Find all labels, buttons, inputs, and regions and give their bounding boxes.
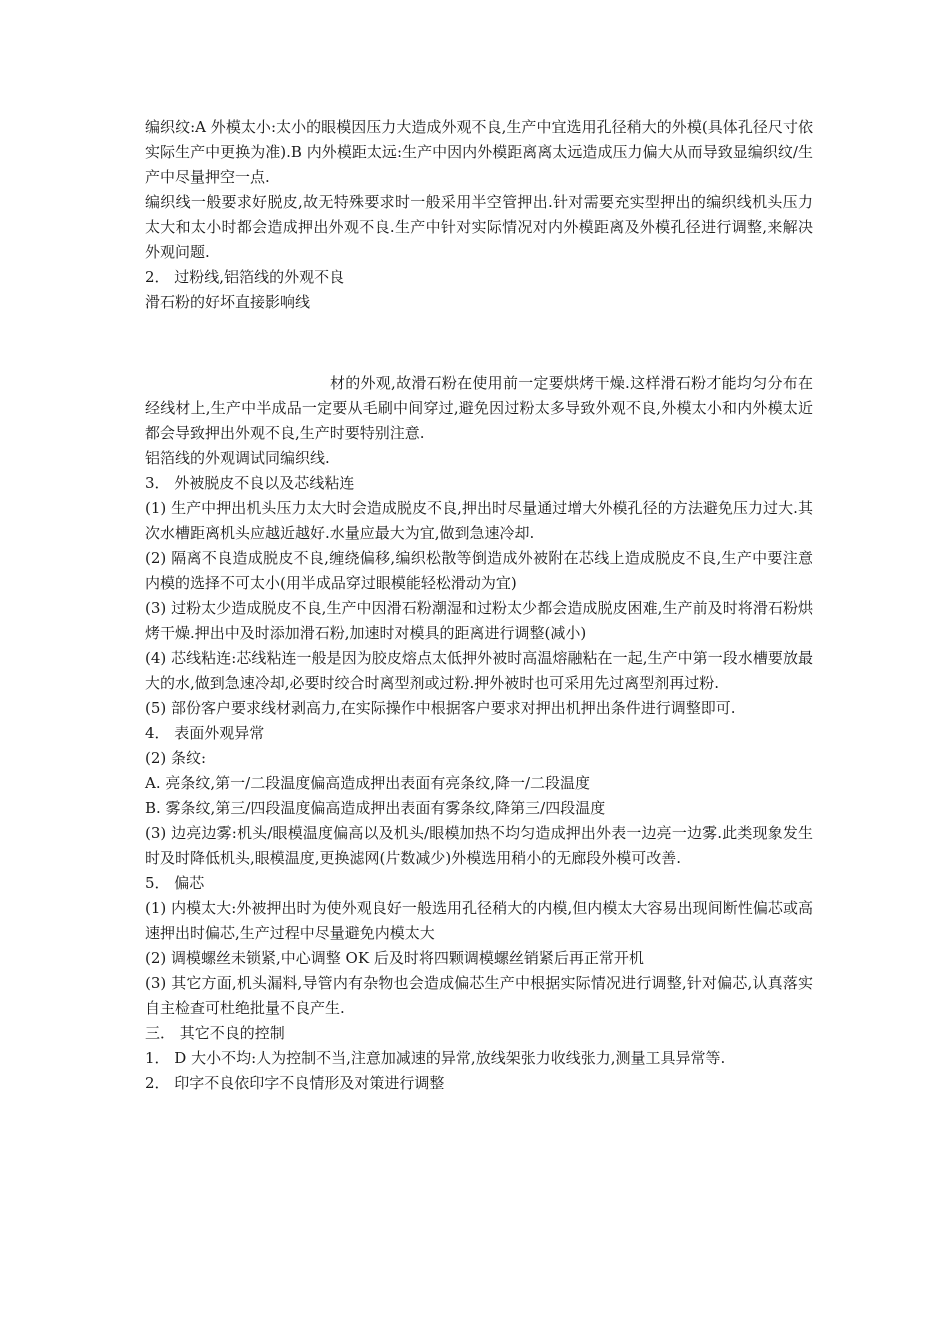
document-body <box>145 115 813 1096</box>
paragraph-foil: 铝箔线的外观调试同编织线. <box>145 449 330 467</box>
item-surface-2: (2) 条纹: <box>145 749 207 767</box>
item-eccentric-3: (3) 其它方面,机头漏料,导管内有杂物也会造成偏芯生产中根据实际情况进行调整,针对偏芯,认真落实自主检查可杜绝批量不良产生. <box>145 974 813 1017</box>
heading-surface: 4． 表面外观异常 <box>145 724 265 742</box>
item-other-1: 1． D 大小不均:人为控制不当,注意加减速的异常,放线架张力收线张力,测量工具异常等. <box>145 1049 726 1067</box>
item-other-2: 2． 印字不良依印字不良情形及对策进行调整 <box>145 1074 445 1092</box>
paragraph-braided-wire: 编织线一般要求好脱皮,故无特殊要求时一般采用半空管押出.针对需要充实型押出的编织线机头压力太大和太小时都会造成押出外观不良.生产中针对实际情况对内外模距离及外模孔径进行调整,来解决外观问题. <box>145 193 813 261</box>
blank-space <box>145 315 813 371</box>
item-peeling-1: (1) 生产中押出机头压力太大时会造成脱皮不良,押出时尽量通过增大外模孔径的方法避免压力过大.其次水槽距离机头应越近越好.水量应最大为宜,做到急速冷却. <box>145 499 813 542</box>
item-eccentric-2: (2) 调模螺丝未锁紧,中心调整 OK 后及时将四颗调模螺丝销紧后再正常开机 <box>145 949 644 967</box>
item-peeling-2: (2) 隔离不良造成脱皮不良,缠绕偏移,编织松散等倒造成外被附在芯线上造成脱皮不良,生产中要注意内模的选择不可太小(用半成品穿过眼模能轻松滑动为宜) <box>145 549 813 592</box>
item-surface-b: B. 雾条纹,第三/四段温度偏高造成押出表面有雾条纹,降第三/四段温度 <box>145 799 606 817</box>
item-surface-3: (3) 边亮边雾:机头/眼模温度偏高以及机头/眼模加热不均匀造成押出外表一边亮一边雾.此类现象发生时及时降低机头,眼模温度,更换滤网(片数减少)外模选用稍小的无廊段外模可改善. <box>145 824 813 867</box>
heading-other: 三． 其它不良的控制 <box>145 1024 285 1042</box>
item-surface-a: A. 亮条纹,第一/二段温度偏高造成押出表面有亮条纹,降一/二段温度 <box>145 774 591 792</box>
paragraph-talc-continued: 材的外观,故滑石粉在使用前一定要烘烤干燥.这样滑石粉才能均匀分布在经线材上,生产中半成品一定要从毛刷中间穿过,避免因过粉太多导致外观不良,外模太小和内外模太近都会导致押出外观不良,生产时要特别注意. <box>145 374 813 442</box>
item-peeling-5: (5) 部份客户要求线材剥高力,在实际操作中根据客户要求对押出机押出条件进行调整即可. <box>145 699 736 717</box>
heading-powder-foil: 2． 过粉线,铝箔线的外观不良 <box>145 268 345 286</box>
heading-peeling: 3． 外被脱皮不良以及芯线粘连 <box>145 474 355 492</box>
item-peeling-4: (4) 芯线粘连:芯线粘连一般是因为胶皮熔点太低押外被时高温熔融粘在一起,生产中第一段水槽要放最大的水,做到急速冷却,必要时绞合时离型剂或过粉.押外被时也可采用先过离型剂再过粉. <box>145 649 813 692</box>
item-eccentric-1: (1) 内模太大:外被押出时为使外观良好一般选用孔径稍大的内模,但内模太大容易出现间断性偏芯或高速押出时偏芯,生产过程中尽量避免内模太大 <box>145 899 813 942</box>
paragraph-braided-texture: 编织纹:A 外模太小:太小的眼模因压力大造成外观不良,生产中宜选用孔径稍大的外模(具体孔径尺寸依实际生产中更换为准).B 内外模距太远:生产中因内外模距离离太远造成压力偏大从而导致显编织纹/生产中尽量押空一点. <box>145 118 813 186</box>
item-peeling-3: (3) 过粉太少造成脱皮不良,生产中因滑石粉潮湿和过粉太少都会造成脱皮困难,生产前及时将滑石粉烘烤干燥.押出中及时添加滑石粉,加速时对模具的距离进行调整(减小) <box>145 599 813 642</box>
heading-eccentric: 5． 偏芯 <box>145 874 205 892</box>
paragraph-talc-start: 滑石粉的好坏直接影响线 <box>145 293 311 311</box>
